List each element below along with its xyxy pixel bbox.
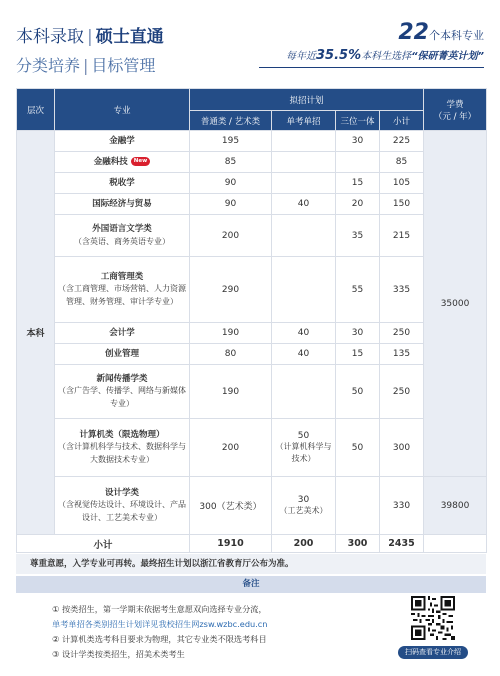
- single-cell: 40: [272, 194, 336, 215]
- note-number: ①: [52, 604, 60, 614]
- trinity-cell: 30: [336, 131, 380, 152]
- trinity-cell: 30: [336, 323, 380, 344]
- table-row: [17, 194, 487, 215]
- single-cell: [272, 419, 336, 477]
- major-cell: [55, 257, 190, 323]
- major-name: 设计学类: [104, 487, 139, 498]
- table-row: [17, 173, 487, 194]
- qr-block: [398, 596, 468, 659]
- subtotal-cell: 225: [380, 131, 424, 152]
- major-note: （含英语、商务英语专业）: [74, 236, 170, 246]
- trinity-cell: 15: [336, 344, 380, 365]
- qr-label: 扫码查看专业介绍: [398, 646, 468, 659]
- single-cell: [272, 173, 336, 194]
- single-value: 50: [297, 431, 310, 442]
- total-general: 1910: [190, 535, 272, 553]
- note-text: 计算机类选考科目要求为物理，其它专业类不限选考科目: [61, 634, 267, 644]
- trinity-cell: [336, 477, 380, 535]
- total-single: 200: [272, 535, 336, 553]
- major-cell: [55, 477, 190, 535]
- general-cell: 190: [190, 323, 272, 344]
- single-note: （工艺美术）: [279, 505, 328, 515]
- single-note: （计算机科学与技术）: [275, 442, 332, 463]
- remarks-list: [52, 602, 372, 662]
- subtotal-cell: 150: [380, 194, 424, 215]
- tuition-unit: （元 / 年）: [433, 111, 477, 122]
- subtotal-cell: 215: [380, 215, 424, 257]
- rate-program: “保研菁英计划”: [411, 51, 484, 62]
- major-name: 新闻传播学类: [96, 373, 148, 384]
- level-cell: 本科: [17, 131, 55, 535]
- table-row: [17, 477, 487, 535]
- slogan-classified: 分类培养: [16, 56, 81, 75]
- note-number: ②: [52, 634, 60, 644]
- general-cell: 200: [190, 215, 272, 257]
- major-name: 会计学: [109, 327, 135, 338]
- note-1: [52, 602, 372, 617]
- single-cell: 40: [272, 323, 336, 344]
- major-cell: [55, 131, 190, 152]
- major-cell: [55, 152, 190, 173]
- table-row: [17, 152, 487, 173]
- major-count-text: 个本科专业: [429, 29, 484, 42]
- tuition-cell: 35000: [424, 131, 487, 477]
- subtotal-cell: 135: [380, 344, 424, 365]
- major-cell: [55, 215, 190, 257]
- single-cell: [272, 152, 336, 173]
- subtotal-cell: 250: [380, 365, 424, 419]
- major-note: （含视觉传达设计、环境设计、产品设计、工艺美术专业）: [58, 500, 186, 522]
- remarks-title: 备注: [16, 576, 486, 593]
- major-count-number: 22: [398, 20, 429, 45]
- general-cell: 190: [190, 365, 272, 419]
- general-cell: 290: [190, 257, 272, 323]
- total-label: 小计: [17, 535, 190, 553]
- single-cell: [272, 131, 336, 152]
- header-right: [259, 20, 484, 68]
- slogan-separator-2: |: [83, 56, 89, 75]
- header-general: 普通类 / 艺术类: [190, 111, 272, 131]
- table-row: [17, 257, 487, 323]
- general-cell: 195: [190, 131, 272, 152]
- single-cell: [272, 215, 336, 257]
- trinity-cell: 55: [336, 257, 380, 323]
- table-row: [17, 365, 487, 419]
- major-cell: [55, 194, 190, 215]
- qr-code-icon[interactable]: [411, 596, 455, 640]
- header-tuition: [424, 89, 487, 131]
- total-tuition: [424, 535, 487, 553]
- new-badge: New: [131, 157, 150, 166]
- major-note: （含广告学、传播学、网络与新媒体专业）: [58, 386, 186, 408]
- major-cell: [55, 173, 190, 194]
- header-single: 单考单招: [272, 111, 336, 131]
- slogan-separator: |: [87, 27, 93, 47]
- header-line2: [16, 53, 164, 76]
- major-cell: [55, 344, 190, 365]
- header-underline: [259, 67, 484, 68]
- general-cell: 90: [190, 194, 272, 215]
- header-major: 专业: [55, 89, 190, 131]
- rate-prefix: 每年近: [286, 51, 316, 62]
- major-name: 金融学: [109, 135, 135, 146]
- major-name: 税收学: [109, 177, 135, 188]
- subtotal-cell: 250: [380, 323, 424, 344]
- note-1-link-line: [52, 617, 372, 632]
- trinity-cell: [336, 152, 380, 173]
- single-cell: 40: [272, 344, 336, 365]
- note-number: ③: [52, 649, 60, 659]
- major-name: 国际经济与贸易: [92, 198, 152, 209]
- admission-website-link[interactable]: 单考单招各类别招生计划详见我校招生网zsw.wzbc.edu.cn: [52, 619, 268, 629]
- tuition-design-cell: 39800: [424, 477, 487, 535]
- total-trinity: 300: [336, 535, 380, 553]
- note-3: [52, 647, 372, 662]
- table-row: [17, 131, 487, 152]
- header-level: 层次: [17, 89, 55, 131]
- table-row: [17, 323, 487, 344]
- subtotal-cell: 335: [380, 257, 424, 323]
- trinity-cell: 15: [336, 173, 380, 194]
- major-cell: [55, 323, 190, 344]
- table-row: [17, 344, 487, 365]
- major-name: 金融科技: [93, 156, 128, 167]
- graduate-rate: [259, 47, 484, 63]
- single-value: 30: [297, 494, 310, 505]
- notice-bar: 尊重意愿，入学专业可再转。最终招生计划以浙江省教育厅公布为准。: [16, 554, 486, 574]
- note-text: 设计学类按类招生，招美术类考生: [61, 649, 185, 659]
- table-row: [17, 419, 487, 477]
- major-count: [259, 20, 484, 45]
- total-subtotal: 2435: [380, 535, 424, 553]
- trinity-cell: 50: [336, 365, 380, 419]
- single-cell: [272, 257, 336, 323]
- general-cell: 300（艺术类）: [190, 477, 272, 535]
- major-name: 创业管理: [104, 348, 139, 359]
- note-text: 按类招生，第一学期末依据考生意愿双向选择专业分流，: [61, 604, 267, 614]
- single-cell: [272, 365, 336, 419]
- major-note: （含计算机科学与技术、数据科学与大数据技术专业）: [58, 442, 186, 464]
- header: [0, 0, 500, 80]
- major-name: 外国语言文学类: [92, 223, 152, 234]
- header-plan: 拟招计划: [190, 89, 424, 111]
- general-cell: 200: [190, 419, 272, 477]
- table-row: [17, 215, 487, 257]
- major-cell: [55, 365, 190, 419]
- major-note: （含工商管理、市场营销、人力资源管理、财务管理、审计学专业）: [58, 284, 186, 306]
- general-cell: 80: [190, 344, 272, 365]
- slogan-target: 目标管理: [91, 56, 156, 75]
- header-line1: [16, 22, 164, 47]
- single-cell: [272, 477, 336, 535]
- rate-mid: 本科生选择: [361, 51, 412, 62]
- general-cell: 90: [190, 173, 272, 194]
- trinity-cell: 35: [336, 215, 380, 257]
- subtotal-cell: 85: [380, 152, 424, 173]
- trinity-cell: 20: [336, 194, 380, 215]
- header-left: [16, 22, 164, 76]
- header-subtotal: 小计: [380, 111, 424, 131]
- header-trinity: 三位一体: [336, 111, 380, 131]
- major-name: 计算机类（限选物理）: [79, 429, 165, 440]
- major-name: 工商管理类: [100, 271, 144, 282]
- enrollment-plan-table: [16, 88, 487, 553]
- general-cell: 85: [190, 152, 272, 173]
- rate-percent: 35.5%: [316, 48, 362, 63]
- slogan-undergraduate: 本科录取: [16, 27, 84, 47]
- note-2: [52, 632, 372, 647]
- slogan-master: 硕士直通: [95, 27, 164, 47]
- subtotal-cell: 330: [380, 477, 424, 535]
- subtotal-cell: 300: [380, 419, 424, 477]
- tuition-label: 学费: [446, 99, 464, 110]
- total-row: [17, 535, 487, 553]
- trinity-cell: 50: [336, 419, 380, 477]
- major-cell: [55, 419, 190, 477]
- subtotal-cell: 105: [380, 173, 424, 194]
